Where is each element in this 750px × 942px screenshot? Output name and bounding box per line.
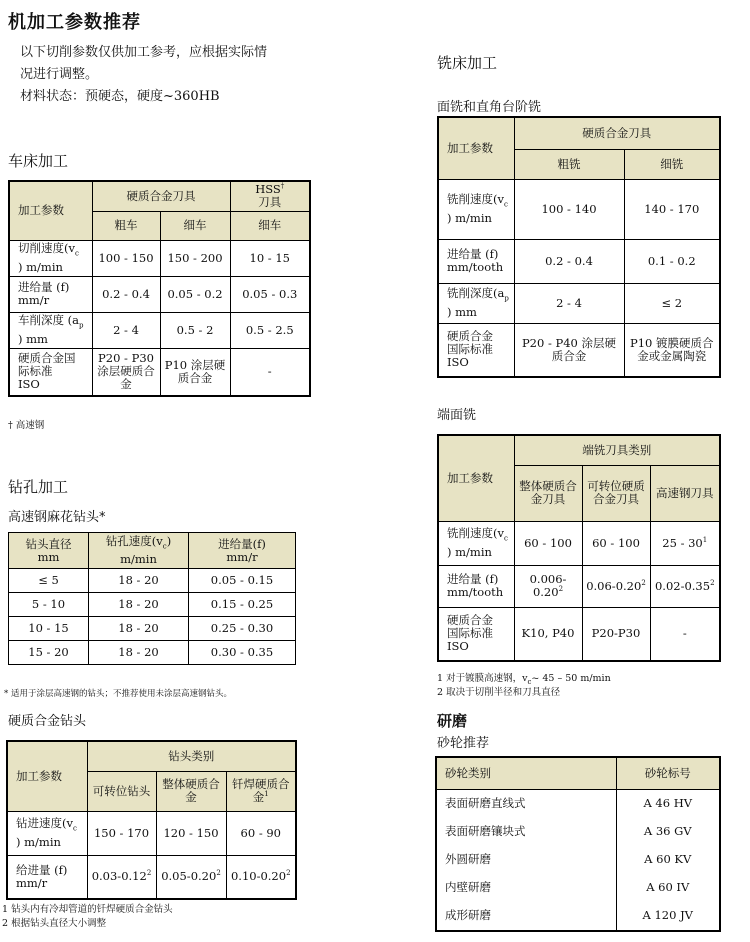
turning-footnote: † 高速钢 [8,420,45,431]
face-carbide-header: 硬质合金刀具 [514,117,720,149]
table-row [436,817,720,845]
table-row [9,641,296,665]
table-cell: 0.2 - 0.4 [514,239,624,283]
table-row [438,283,720,323]
face-param-header: 加工参数 [438,117,514,179]
table-row [9,569,296,593]
row-label: 钻进速度($v_c$ ) m/min [7,811,87,855]
col-rough-milling: 粗铣 [514,149,624,179]
row-label: 给进量 (f) mm/r [7,855,87,899]
col-drill-feed: 进给量(f) mm/r [189,533,296,569]
grinding-table [435,756,721,932]
row-label: 车削深度 ($a_p$ ) mm [9,312,92,348]
table-cell: 2 - 4 [514,283,624,323]
row-label: 硬质合金国 际标准 ISO [9,348,92,396]
table-row [9,593,296,617]
table-cell: 10 - 15 [9,617,89,641]
table-cell: 表面研磨镶块式 [436,817,616,845]
table-cell: 0.02-0.35$^2$ [650,565,720,607]
end-milling-heading: 端面铣 [437,408,477,423]
table-cell: 外圆研磨 [436,845,616,873]
table-cell: 0.03-0.12$^2$ [87,855,156,899]
drilling-heading: 钻孔加工 [8,478,69,496]
face-milling-table [437,116,721,378]
end-milling-footnote-1: 1 对于镀膜高速钢，$v_c\sim$ 45 – 50 m/min [437,673,611,686]
table-cell: 成形研磨 [436,901,616,931]
col-indexable-carbide-tool: 可转位硬质合金刀具 [582,465,650,521]
table-cell: 内壁研磨 [436,873,616,901]
carbide-drill-footnote-2: 2 根据钻头直径大小调整 [2,918,107,929]
table-cell: 18 - 20 [89,641,189,665]
intro-text [20,42,267,108]
col-drill-speed: 钻孔速度$(v_c)$ m/min [89,533,189,569]
table-cell: 150 - 200 [160,240,230,276]
table-cell: 0.006-0.20$^2$ [514,565,582,607]
table-row [438,565,720,607]
table-cell: 0.05 - 0.3 [230,276,310,312]
table-row [9,312,310,348]
grinding-heading: 研磨 [437,712,468,730]
col-brazed-carbide: 钎焊硬质合金$^1$ [226,771,296,811]
table-cell: A 60 IV [616,873,720,901]
table-cell: 0.30 - 0.35 [189,641,296,665]
table-cell: 100 - 150 [92,240,160,276]
carbide-type-header: 钻头类别 [87,741,296,771]
table-cell: P20 - P40 涂层硬质合金 [514,323,624,377]
end-type-header: 端铣刀具类别 [514,435,720,465]
table-cell: $25 - 30^1$ [650,521,720,565]
turning-col-fine: 细车 [160,211,230,240]
col-indexable-drill: 可转位钻头 [87,771,156,811]
grinding-subheading: 砂轮推荐 [437,736,490,751]
table-cell: 0.06-0.20$^2$ [582,565,650,607]
table-cell: P10 镀膜硬质合金或金属陶瓷 [624,323,720,377]
end-param-header: 加工参数 [438,435,514,521]
turning-col-rough: 粗车 [92,211,160,240]
hss-drill-table [8,532,296,665]
table-cell: 140 - 170 [624,179,720,239]
table-cell: 60 - 100 [582,521,650,565]
table-cell: A 120 JV [616,901,720,931]
table-row [438,607,720,661]
turning-heading: 车床加工 [8,152,69,170]
row-label: 进给量 (f) mm/r [9,276,92,312]
intro-line-1: 以下切削参数仅供加工参考，应根据实际情 [20,45,268,60]
face-milling-heading: 面铣和直角台阶铣 [437,100,542,115]
table-row [436,789,720,817]
intro-line-3: 材料状态：预硬态，硬度~360HB [20,89,220,104]
table-cell: 0.25 - 0.30 [189,617,296,641]
carbide-drill-table [6,740,297,900]
table-cell: 0.05 - 0.2 [160,276,230,312]
table-row [436,845,720,873]
table-cell: 2 - 4 [92,312,160,348]
table-cell: 0.1 - 0.2 [624,239,720,283]
table-cell: A 46 HV [616,789,720,817]
table-cell: P20-P30 [582,607,650,661]
table-cell: K10, P40 [514,607,582,661]
table-row [7,855,296,899]
table-row [9,348,310,396]
row-label: 进给量 (f) mm/tooth [438,239,514,283]
col-hss-tool: 高速钢刀具 [650,465,720,521]
table-cell: 18 - 20 [89,593,189,617]
carbide-drill-footnote-1: 1 钻头内有冷却管道的钎焊硬质合金钻头 [2,904,173,915]
turning-table [8,180,311,397]
turning-col-hss-fine: 细车 [230,211,310,240]
table-cell: 0.5 - 2.5 [230,312,310,348]
carbide-drill-heading: 硬质合金钻头 [8,714,87,729]
table-cell: 15 - 20 [9,641,89,665]
table-cell: 0.05-0.20$^2$ [156,855,226,899]
table-cell: 60 - 90 [226,811,296,855]
turning-carbide-header: 硬质合金刀具 [92,181,230,211]
page-title: 机加工参数推荐 [8,12,141,33]
table-cell: ≤ 5 [9,569,89,593]
table-cell: 18 - 20 [89,617,189,641]
col-wheel-type: 砂轮类别 [436,757,616,789]
table-row [7,811,296,855]
col-fine-milling: 细铣 [624,149,720,179]
table-cell: P10 涂层硬质合金 [160,348,230,396]
table-row [438,521,720,565]
table-cell: A 36 GV [616,817,720,845]
row-label: 硬质合金 国际标准 ISO [438,607,514,661]
table-cell: A 60 KV [616,845,720,873]
table-cell: 5 - 10 [9,593,89,617]
table-cell: - [650,607,720,661]
table-cell: 表面研磨直线式 [436,789,616,817]
carbide-param-header: 加工参数 [7,741,87,811]
table-cell: P20 - P30 涂层硬质合金 [92,348,160,396]
row-label: 铣削深度($a_p$ ) mm [438,283,514,323]
table-cell: 120 - 150 [156,811,226,855]
table-cell: 100 - 140 [514,179,624,239]
table-row [438,179,720,239]
table-cell: 10 - 15 [230,240,310,276]
turning-param-header: 加工参数 [9,181,92,240]
table-row [9,276,310,312]
row-label: 铣削速度($v_c$ ) m/min [438,521,514,565]
table-row [9,617,296,641]
table-row [436,873,720,901]
row-label: 铣削速度($v_c$ ) m/min [438,179,514,239]
col-drill-diameter: 钻头直径 mm [9,533,89,569]
table-cell: 0.05 - 0.15 [189,569,296,593]
table-row [9,240,310,276]
table-row [438,239,720,283]
hss-drill-heading: 高速钢麻花钻头* [8,510,106,525]
table-row [436,901,720,931]
col-solid-carbide: 整体硬质合金 [156,771,226,811]
table-cell: 18 - 20 [89,569,189,593]
table-cell: 60 - 100 [514,521,582,565]
table-cell: 0.15 - 0.25 [189,593,296,617]
row-label: 进给量 (f) mm/tooth [438,565,514,607]
intro-line-2: 况进行调整。 [20,67,99,82]
table-cell: 0.10-0.20$^2$ [226,855,296,899]
table-cell: 0.2 - 0.4 [92,276,160,312]
milling-heading: 铣床加工 [437,54,498,72]
table-cell: 150 - 170 [87,811,156,855]
table-row [438,323,720,377]
end-milling-table [437,434,721,662]
end-milling-footnote-2: 2 取决于切削半径和刀具直径 [437,687,561,698]
table-cell: ≤ 2 [624,283,720,323]
col-wheel-code: 砂轮标号 [616,757,720,789]
hss-drill-note: * 适用于涂层高速钢的钻头；不推荐使用未涂层高速钢钻头。 [4,689,232,699]
turning-hss-header: HSS† 刀具 [230,181,310,211]
row-label: 切削速度($v_c$ ) m/min [9,240,92,276]
col-solid-carbide-tool: 整体硬质合金刀具 [514,465,582,521]
table-cell: 0.5 - 2 [160,312,230,348]
table-cell: - [230,348,310,396]
row-label: 硬质合金 国际标准 ISO [438,323,514,377]
